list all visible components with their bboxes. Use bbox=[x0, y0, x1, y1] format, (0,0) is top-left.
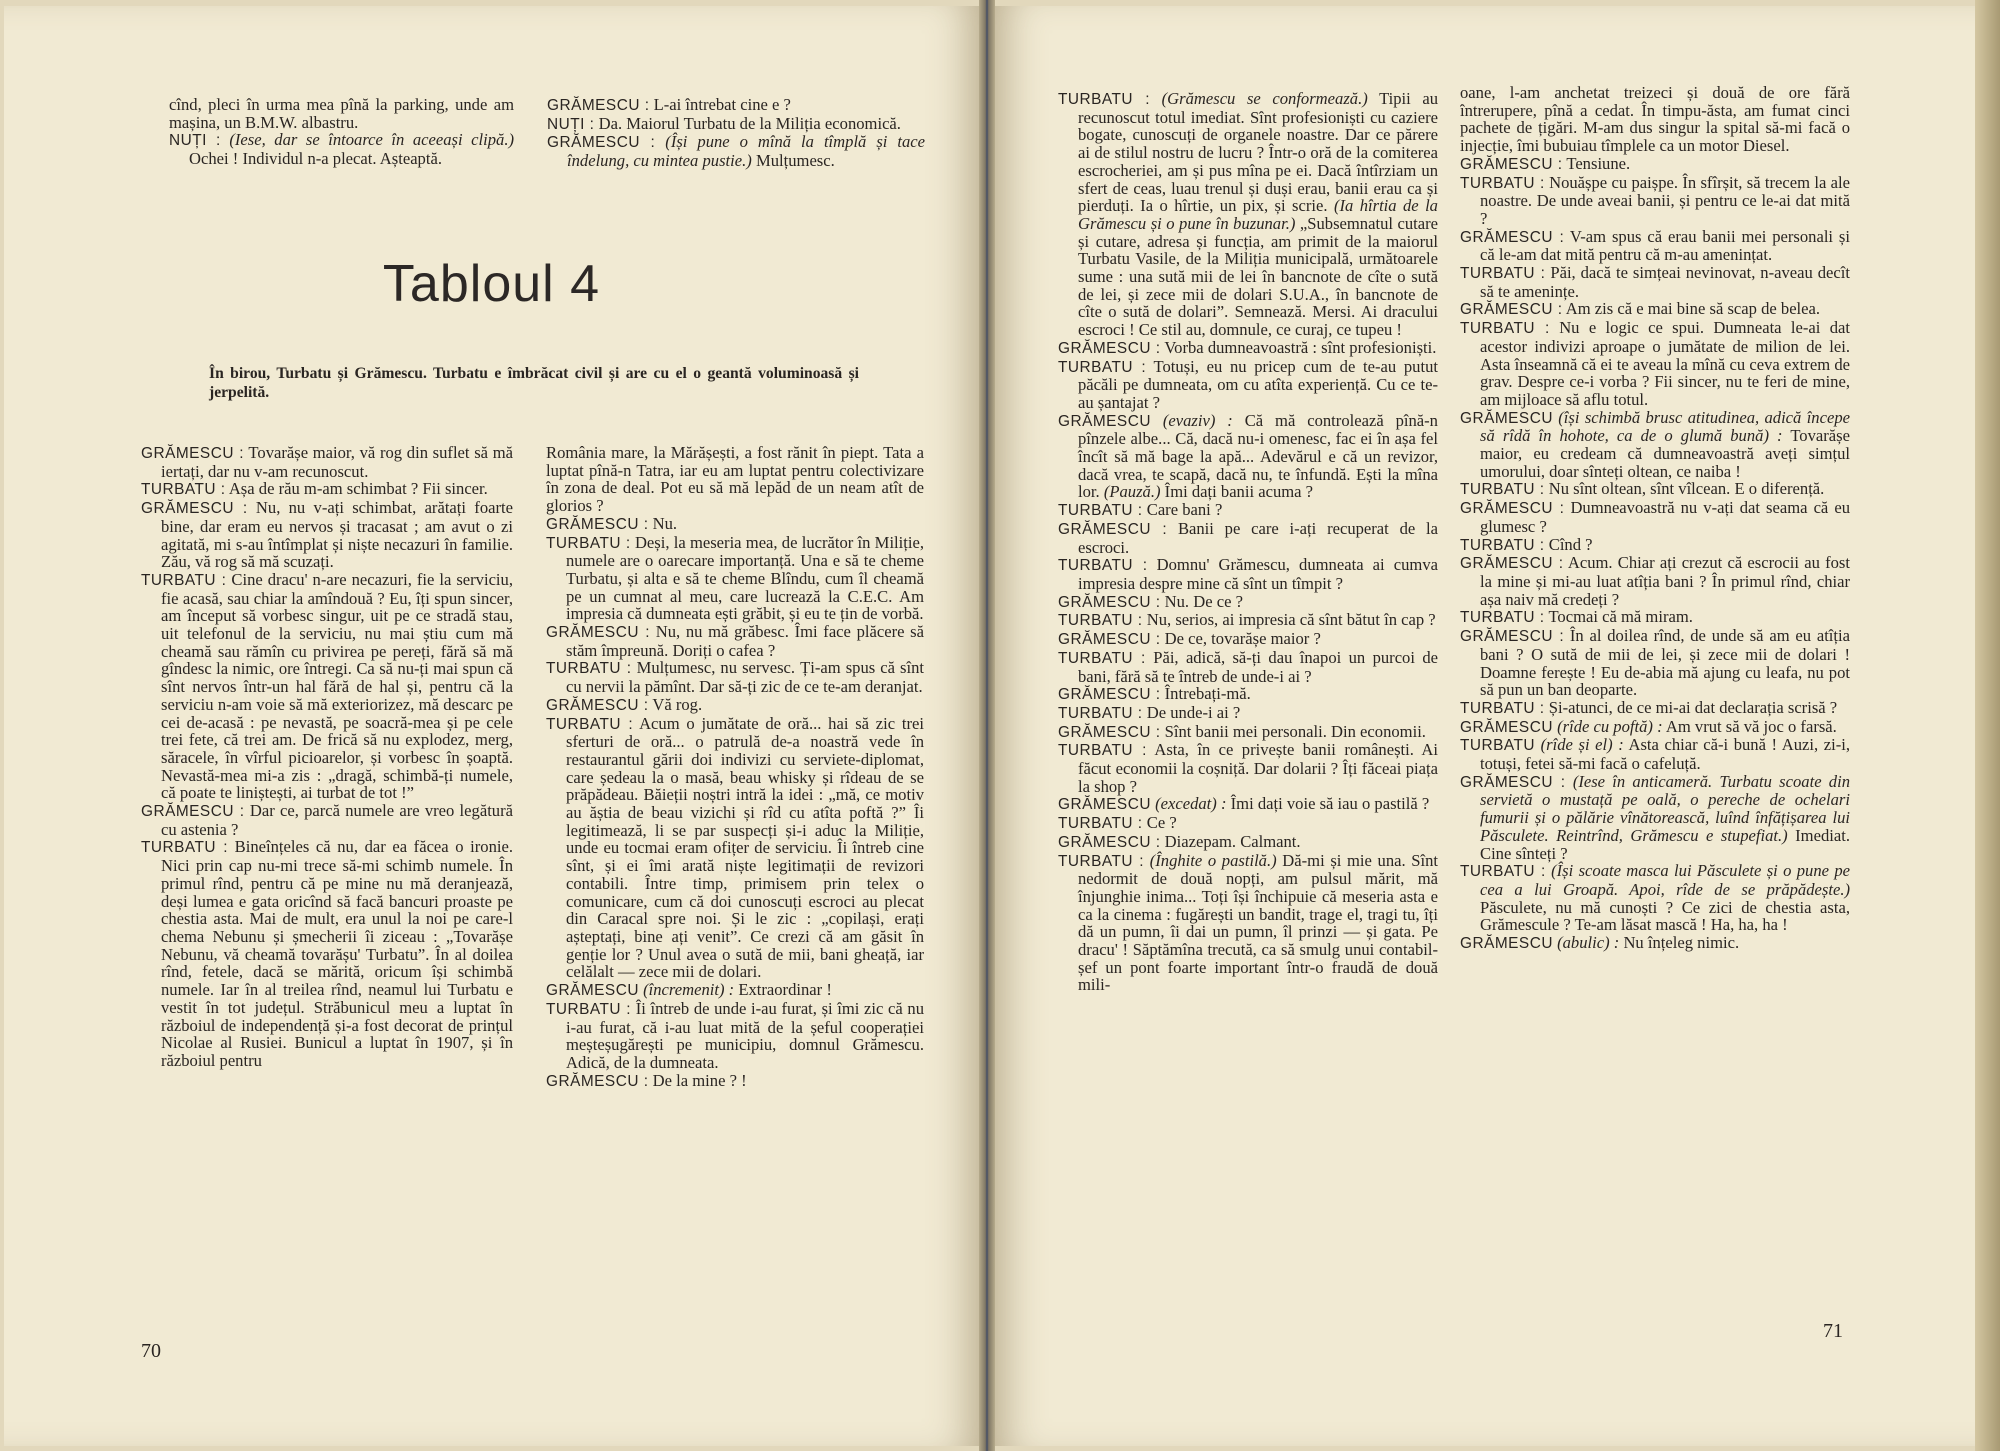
speaker-name: TURBATU bbox=[1460, 737, 1536, 755]
dialogue-paragraph bbox=[1058, 358, 1438, 412]
dialogue-text: Mulțumesc, nu servesc. Ți-am spus că sînt cu nervii la pămînt. Dar să-ți zic de ce te-am deranjat. bbox=[566, 658, 924, 697]
dialogue-paragraph bbox=[546, 696, 924, 715]
dialogue-text: Ce ? bbox=[1146, 813, 1177, 833]
dialogue-paragraph bbox=[1058, 685, 1438, 704]
dialogue-text: Mersi. Ai dracului escroci ! Ce stil au, domnule, ce curaj, ce tupeu ! bbox=[1078, 302, 1438, 340]
dialogue-text: De unde-i ai ? bbox=[1146, 702, 1241, 722]
dialogue-paragraph bbox=[1058, 649, 1438, 685]
speaker-name: TURBATU : bbox=[1058, 742, 1147, 760]
speaker-name: GRĂMESCU : bbox=[1460, 555, 1564, 573]
speaker-name: TURBATU : bbox=[1058, 557, 1148, 575]
speaker-name: TURBATU : bbox=[546, 715, 634, 733]
dialogue-text: Am zis că e mai bine să scap de belea. bbox=[1565, 299, 1821, 319]
right-page bbox=[995, 6, 1975, 1446]
dialogue-text: Domnu' Grămescu, dumneata ai cumva impresia despre mine că sînt un tîmpit ? bbox=[1078, 555, 1438, 593]
left-page bbox=[4, 6, 979, 1446]
right-column-1 bbox=[1058, 90, 1438, 1330]
speaker-name: TURBATU : bbox=[1460, 481, 1545, 499]
dialogue-text: Ochei ! bbox=[189, 149, 239, 168]
speaker-name: TURBATU : bbox=[1460, 536, 1545, 554]
dialogue-paragraph bbox=[547, 115, 925, 134]
dialogue-paragraph bbox=[1058, 412, 1438, 502]
dialogue-text: Nu, nu mă grăbesc. Îmi face plăcere să stăm împreună. Doriți o cafea ? bbox=[566, 622, 924, 660]
dialogue-text: Și-atunci, de ce mi-ai dat declarația scrisă ? bbox=[1548, 697, 1838, 717]
dialogue-paragraph bbox=[1460, 319, 1850, 409]
dialogue-paragraph bbox=[1460, 773, 1850, 863]
dialogue-text: Dar ce, parcă numele are vreo legătură cu astenia ? bbox=[161, 801, 513, 839]
dialogue-text: Cine sînteți ? bbox=[1480, 843, 1568, 863]
dialogue-paragraph bbox=[141, 838, 513, 1069]
speaker-name: TURBATU : bbox=[1460, 699, 1545, 717]
dialogue-text: cînd, pleci în urma mea pînă la parking, unde am mașina, un B.M.W. albastru. bbox=[169, 96, 514, 132]
dialogue-text: V-am spus că erau banii mei personali și că le-am dat mită pentru că m-au amenințat. bbox=[1480, 226, 1850, 265]
page-number-right: 71 bbox=[1823, 1320, 1843, 1342]
speaker-name: NUȚI : bbox=[169, 132, 221, 150]
speaker-name: TURBATU : bbox=[1058, 852, 1145, 870]
stage-direction: (Ia hîrtia de la Grămescu și o pune în buzunar.) bbox=[1078, 196, 1438, 233]
dialogue-text: Nouășpe cu paișpe. În sfîrșit, să trecem la ale noastre. De unde aveai banii, și pentru ce le-ai dat mită ? bbox=[1480, 172, 1850, 228]
dialogue-text: Nu înțeleg nimic. bbox=[1623, 933, 1740, 953]
dialogue-paragraph bbox=[141, 802, 513, 838]
stage-direction: (Grămescu se conformează.) bbox=[1161, 90, 1368, 108]
dialogue-text: Acum. Chiar ați crezut că escrocii au fost la mine și mi-au luat atîția bani ? În primul rînd, chiar așa naiv mă credeți ? bbox=[1480, 553, 1850, 609]
dialogue-text: Asta chiar că-i bună ! Auzi, zi-i, totuși, fetei să-mi facă o cafeluță. bbox=[1480, 735, 1850, 774]
dialogue-paragraph bbox=[1460, 934, 1850, 953]
dialogue-text: Nu. bbox=[652, 513, 678, 533]
speaker-name: GRĂMESCU : bbox=[1058, 520, 1168, 538]
dialogue-text: Nu. De ce ? bbox=[1164, 591, 1243, 611]
speaker-name: GRĂMESCU : bbox=[1058, 723, 1161, 741]
speaker-name: GRĂMESCU : bbox=[1460, 301, 1563, 319]
speaker-name: NUȚI : bbox=[547, 115, 595, 133]
speaker-name: GRĂMESCU : bbox=[1460, 500, 1565, 518]
dialogue-paragraph bbox=[1460, 84, 1850, 155]
left-column-1 bbox=[141, 444, 513, 1324]
dialogue-text: De ce, tovarășe maior ? bbox=[1164, 629, 1321, 649]
dialogue-paragraph bbox=[1058, 556, 1438, 592]
left-top-column-1 bbox=[169, 96, 514, 168]
dialogue-paragraph bbox=[546, 1000, 924, 1072]
speaker-name: GRĂMESCU : bbox=[1460, 628, 1565, 646]
speaker-name: GRĂMESCU : bbox=[141, 803, 245, 821]
dialogue-text: Care bani ? bbox=[1146, 500, 1223, 520]
dialogue-paragraph bbox=[1460, 736, 1850, 772]
dialogue-text: Păi, adică, să-ți dau înapoi un purcoi de bani, fără să te întreb de unde-i ai ? bbox=[1078, 647, 1438, 686]
dialogue-text: L-ai întrebat cine e ? bbox=[653, 96, 791, 114]
dialogue-text: Tocmai că mă miram. bbox=[1548, 607, 1693, 627]
speaker-name: TURBATU : bbox=[1460, 265, 1546, 283]
dialogue-paragraph bbox=[1460, 536, 1850, 555]
dialogue-text: Nu sînt oltean, sînt vîlcean. E o diferență. bbox=[1548, 479, 1825, 499]
speaker-name: GRĂMESCU : bbox=[546, 696, 649, 714]
dialogue-text: Asta, în ce privește banii românești. Ai făcut economii la coșniță. Dar dolarii ? Îți făceai piața la shop ? bbox=[1078, 740, 1438, 796]
dialogue-paragraph bbox=[1058, 833, 1438, 852]
dialogue-text: Dă-mi și mie una. bbox=[1282, 850, 1406, 870]
speaker-name: GRĂMESCU bbox=[1058, 796, 1151, 814]
speaker-name: GRĂMESCU : bbox=[547, 134, 656, 152]
speaker-name: TURBATU : bbox=[141, 571, 227, 589]
speaker-name: TURBATU : bbox=[1058, 358, 1147, 376]
right-column-2 bbox=[1460, 84, 1850, 1324]
dialogue-text: Cine dracu' n-are necazuri, fie la serviciu, fie acasă, sau chiar la amîndouă ? Eu, îți spun sincer, am început să vorbesc singur, uit pe ce stradă stau, uit telefonul de la serviciu, nu mai știu cum mă cheamă sau rămîn cu privirea pe pereți, fără să mă gîndesc la nimic, ore întregi. Ca să nu-ți mai spun că sînt nervos într-un hal fără de hal și, pentru că la serviciu n-am voie să mă exteriorizez, mă descarc pe cei de-acasă : pe nevastă, pe soacră-mea și pe cele trei fete, că trei am. De frică să nu explodez, merg, săracele, în vîrful picioarelor, și vorbesc în șoaptă. Nevastă-mea mi-a zis : „dragă, schimbă-ți numele, că poate te liniștești, ai turbat de tot !” bbox=[161, 569, 513, 803]
dialogue-text: Îi întreb de unde i-au furat, și îmi zic că nu i-au furat, că i-au luat mită de la șeful cooperației meșteșugărești pe municipiu, domnul Grămescu. Adică, de la dumneata. bbox=[566, 998, 924, 1072]
speaker-name: GRĂMESCU : bbox=[1058, 833, 1161, 851]
dialogue-paragraph bbox=[1058, 814, 1438, 833]
dialogue-text: Deși, la meseria mea, de lucrător în Miliție, numele are o oarecare importanță. Una e să te cheme Turbatu, și alta e să te cheme Blîndu, cum îl cheamă pe un cumnat al meu, care lucrează la C.E.C. Am impresia că dumneata ești grăbit, și eu te țin de vorbă. bbox=[566, 532, 924, 624]
stage-direction: (excedat) : bbox=[1155, 794, 1227, 814]
stage-direction: (rîde cu poftă) : bbox=[1557, 716, 1663, 736]
left-top-column-2 bbox=[547, 96, 925, 170]
speaker-name: GRĂMESCU bbox=[546, 982, 639, 1000]
dialogue-paragraph bbox=[1058, 593, 1438, 612]
book-gutter bbox=[979, 0, 995, 1451]
stage-direction: (Își pune o mînă la tîmplă și tace îndelung, cu mintea pustie.) bbox=[567, 132, 925, 170]
dialogue-text: Sînt nedormit de două nopți, am pulsul mărit, mă înjunghie inima... Toți își închipuie că meseria asta e ca la cinema : fugărești un bandit, trage el, tragi tu, îți dă un pumn, îi dai un pumn, îl prinzi — și gata. Pe dracu' ! Săptămîna trecută, ca să smulg unui contabil-șef un pont foarte important într-o fraudă de două mili- bbox=[1078, 850, 1438, 995]
dialogue-text: Tovarășe maior, vă rog din suflet să mă iertați, dar nu v-am recunoscut. bbox=[161, 444, 513, 481]
dialogue-text: Așa de rău m-am schimbat ? Fii sincer. bbox=[228, 479, 488, 499]
dialogue-text: Banii pe care i-ați recuperat de la escroci. bbox=[1078, 518, 1438, 557]
dialogue-text: Vă rog. bbox=[652, 694, 703, 714]
speaker-name: GRĂMESCU : bbox=[1460, 773, 1566, 791]
speaker-name: GRĂMESCU bbox=[1460, 935, 1553, 953]
dialogue-text: Nu, serios, ai impresia că sînt bătut în cap ? bbox=[1146, 610, 1436, 630]
dialogue-text: Totuși, eu nu pricep cum de te-au putut păcăli pe dumneata, om cu atîta experiență. Cu ce te-au șantajat ? bbox=[1078, 356, 1438, 412]
dialogue-paragraph bbox=[1058, 852, 1438, 995]
dialogue-text: Îmi dați voie să iau o pastilă ? bbox=[1230, 794, 1430, 814]
speaker-name: GRĂMESCU : bbox=[1460, 155, 1563, 173]
dialogue-text: Nu, nu v-ați schimbat, arătați foarte bine, dar eram eu nervos și tracasat ; am avut o zi agitată, mi s-au întîmplat și niște necazuri în familie. Zău, vă rog să mă scuzați. bbox=[161, 498, 513, 572]
dialogue-text: Păsculete, nu mă cunoști ? bbox=[1480, 897, 1674, 917]
speaker-name: TURBATU : bbox=[1058, 612, 1143, 630]
dialogue-paragraph bbox=[1058, 339, 1438, 358]
speaker-name: GRĂMESCU : bbox=[1460, 228, 1565, 246]
dialogue-paragraph bbox=[1460, 499, 1850, 535]
scene-direction: În birou, Turbatu și Grămescu. Turbatu e îmbrăcat civil și are cu el o geantă voluminoasă și jerpelită. bbox=[209, 365, 859, 401]
speaker-name: TURBATU : bbox=[1058, 91, 1151, 108]
dialogue-paragraph bbox=[141, 499, 513, 571]
dialogue-paragraph bbox=[1460, 480, 1850, 499]
dialogue-paragraph bbox=[546, 623, 924, 659]
dialogue-paragraph bbox=[546, 1072, 924, 1091]
dialogue-text: „Subsemnatul cutare și cutare, adresa și funcția, am primit de la maiorul Turbatu Vasile, de la Miliția municipală, următoarele sume : una sută mii de lei în bancnote de cîte o sută de lei, și zece mii de dolari S.U.A., în bancnote de cîte o sută de dolari”. Semnează. bbox=[1078, 213, 1438, 322]
dialogue-text: Am vrut să vă joc o farsă. bbox=[1665, 716, 1837, 736]
dialogue-text: România mare, la Mărășești, a fost rănit în piept. Tata a luptat pînă-n Tatra, iar eu am luptat pentru colectivizare în zona de deal. Pot eu să mă lepăd de un neam atît de glorios ? bbox=[546, 444, 924, 516]
stage-direction: (rîde și el) : bbox=[1540, 735, 1624, 755]
dialogue-text: Ce zici de chestia asta, Grămescule ? Te-am lăsat mască ! Ha, ha, ha ! bbox=[1480, 897, 1850, 935]
dialogue-text: oane, l-am anchetat treizeci și două de ore fără întrerupere, pînă a cedat. În timpu-ăsta, am fumat cinci pachete de țigări. M-am dus singur la spital să-mi facă o injecție, îmi bubuiau tîmplele ca un motor Diesel. bbox=[1460, 84, 1850, 156]
dialogue-paragraph bbox=[1460, 264, 1850, 300]
dialogue-text: Extraordinar ! bbox=[738, 980, 832, 1000]
dialogue-paragraph bbox=[547, 96, 925, 115]
speaker-name: TURBATU : bbox=[1460, 320, 1550, 338]
dialogue-paragraph bbox=[141, 444, 513, 480]
dialogue-paragraph bbox=[547, 133, 925, 169]
speaker-name: GRĂMESCU bbox=[1460, 409, 1553, 427]
dialogue-paragraph bbox=[1058, 704, 1438, 723]
stage-direction: (Pauză.) bbox=[1103, 482, 1161, 502]
speaker-name: TURBATU : bbox=[1058, 502, 1143, 520]
dialogue-paragraph bbox=[1460, 699, 1850, 718]
stage-direction: (Își scoate masca lui Păsculete și o pune pe cea a lui Groapă. Apoi, rîde de se prăpădește.) bbox=[1480, 861, 1850, 899]
dialogue-text: În al doilea rînd, de unde să am eu atîția bani ? O sută de mii de lei, și zece mii de dolari ! Doamne ferește ! Eu de-abia mă ajung cu leafa, nu pot să pun un ban deoparte. bbox=[1480, 626, 1850, 700]
dialogue-paragraph bbox=[546, 515, 924, 534]
speaker-name: GRĂMESCU bbox=[1058, 412, 1151, 430]
speaker-name: TURBATU : bbox=[1058, 649, 1146, 667]
dialogue-paragraph bbox=[1058, 90, 1438, 339]
stage-direction: (Iese, dar se întoarce în aceeași clipă.) bbox=[229, 130, 514, 150]
dialogue-text: Tensiune. bbox=[1566, 153, 1631, 173]
dialogue-text: Diazepam. Calmant. bbox=[1164, 831, 1301, 851]
dialogue-text: Nu e logic ce spui. Dumneata le-ai dat acestor indivizi aproape o jumătate de milion de lei. Asta înseamnă că ei te aveau la mînă cu ceva extrem de grav. Despre ce-i vorba ? Fii sincer, nu te feri de mine, am mijloace să aflu totul. bbox=[1480, 318, 1850, 409]
dialogue-paragraph bbox=[1058, 520, 1438, 556]
speaker-name: TURBATU : bbox=[141, 481, 226, 499]
speaker-name: GRĂMESCU : bbox=[141, 500, 248, 518]
speaker-name: GRĂMESCU : bbox=[1058, 631, 1161, 649]
dialogue-paragraph bbox=[169, 96, 514, 131]
dialogue-text: Mulțumesc. bbox=[755, 151, 835, 170]
speaker-name: GRĂMESCU : bbox=[547, 97, 650, 114]
speaker-name: GRĂMESCU : bbox=[546, 624, 651, 642]
dialogue-text: Sînt banii mei personali. Din economii. bbox=[1164, 721, 1426, 741]
speaker-name: TURBATU : bbox=[546, 534, 631, 552]
dialogue-paragraph bbox=[1460, 228, 1850, 264]
dialogue-text: Cînd ? bbox=[1548, 534, 1593, 554]
dialogue-paragraph bbox=[546, 659, 924, 695]
dialogue-paragraph bbox=[546, 444, 924, 515]
dialogue-paragraph bbox=[169, 131, 514, 167]
dialogue-paragraph bbox=[141, 571, 513, 802]
dialogue-paragraph bbox=[546, 534, 924, 624]
dialogue-text: Individul n-a plecat. Așteaptă. bbox=[242, 149, 442, 168]
dialogue-paragraph bbox=[1058, 611, 1438, 630]
page-edge bbox=[1975, 0, 2000, 1451]
stage-direction: (Iese în anticameră. Turbatu scoate din servietă o mustață pe oală, o pereche de ochelari fumurii și o pălărie vînătorească, luînd înfățișarea lui Păsculete. Reintrînd, Grămescu e stupefiat.) bbox=[1480, 771, 1850, 845]
dialogue-paragraph bbox=[1460, 627, 1850, 699]
dialogue-text: Imediat. bbox=[1795, 825, 1850, 845]
dialogue-text: Îmi dați banii acuma ? bbox=[1164, 482, 1314, 502]
speaker-name: TURBATU : bbox=[1460, 863, 1546, 881]
tableau-title: Tabloul 4 bbox=[382, 255, 601, 313]
dialogue-text: Acum o jumătate de oră... hai să zic trei sferturi de oră... o patrulă de-a noastră vede în restaurantul gării doi indivizi cu serviete-diplomat, care ședeau la o masă, beau whisky și rîdeau de se prăpădeau. Băieții noștri intră la idei : „mă, ce motiv au ăștia de beau vizichi și rîd cu atîta poftă ?” Îi legitimează, li se par suspecți și-i aduc la Miliție, unde eu tocmai eram ofițer de serviciu. Îi întreb cine sînt, și ei îmi arată niște legitimații de revizori contabili. Între timp, primisem prin telex o comunicare, cum că doi cunoscuți escroci au plecat din Caracal spre noi. Și le zic : „copilași, erați așteptați, bine ați venit”. Ce crezi că am găsit în genție lor ? Unul avea o sută de mii, bani gheață, iar celălalt — zece mii de dolari. bbox=[566, 713, 924, 982]
speaker-name: GRĂMESCU bbox=[1460, 718, 1553, 736]
dialogue-paragraph bbox=[546, 981, 924, 1000]
speaker-name: GRĂMESCU : bbox=[546, 1072, 649, 1090]
speaker-name: TURBATU : bbox=[1058, 815, 1143, 833]
dialogue-paragraph bbox=[1460, 155, 1850, 174]
dialogue-paragraph bbox=[1460, 174, 1850, 228]
speaker-name: TURBATU : bbox=[1460, 174, 1545, 192]
speaker-name: GRĂMESCU : bbox=[1058, 339, 1161, 357]
dialogue-paragraph bbox=[1058, 795, 1438, 814]
speaker-name: TURBATU : bbox=[546, 1000, 632, 1018]
dialogue-text: Tipii au recunoscut totul imediat. Sînt profesioniști cu caziere bogate, cunoscuți de organele noastre. Dar ce părere ai de stilul nostru de lucru ? Într-o oră de la comiterea escrocheriei, am și pus mîna pe ei. Dacă întîrziam un sfert de ceas, luau trenul și duși erau, banii erau ca și pierduți. Ia o hîrtie, un pix, și scrie. bbox=[1078, 90, 1438, 216]
dialogue-paragraph bbox=[1460, 300, 1850, 319]
speaker-name: GRĂMESCU : bbox=[141, 445, 245, 462]
speaker-name: GRĂMESCU : bbox=[1058, 686, 1161, 704]
dialogue-text: Tovarășe maior, eu credeam că dumneavoastră aveți simțul umorului, doar sînteți oltean, ce naiba ! bbox=[1480, 426, 1850, 481]
stage-direction: (evaziv) : bbox=[1162, 410, 1233, 430]
dialogue-text: Vorba dumneavoastră : sînt profesioniști. bbox=[1164, 337, 1437, 357]
stage-direction: (abulic) : bbox=[1557, 933, 1620, 953]
dialogue-paragraph bbox=[1058, 723, 1438, 742]
dialogue-paragraph bbox=[546, 715, 924, 982]
speaker-name: GRĂMESCU : bbox=[1058, 593, 1161, 611]
speaker-name: GRĂMESCU : bbox=[546, 515, 649, 533]
dialogue-text: Păi, dacă te simțeai nevinovat, n-aveau decît să te amenințe. bbox=[1480, 263, 1850, 301]
stage-direction: (Înghite o pastilă.) bbox=[1149, 850, 1277, 870]
speaker-name: TURBATU : bbox=[1460, 609, 1545, 627]
dialogue-paragraph bbox=[1460, 554, 1850, 608]
stage-direction: (încremenit) : bbox=[643, 980, 735, 1000]
dialogue-paragraph bbox=[1460, 718, 1850, 737]
speaker-name: TURBATU : bbox=[546, 660, 632, 678]
dialogue-text: Da. Maiorul Turbatu de la Miliția economică. bbox=[598, 113, 901, 133]
dialogue-paragraph bbox=[1058, 630, 1438, 649]
dialogue-paragraph bbox=[1058, 741, 1438, 795]
speaker-name: TURBATU : bbox=[141, 839, 229, 857]
left-column-2 bbox=[546, 444, 924, 1324]
dialogue-text: Că mă controlează pînă-n pînzele albe... Că, dacă nu-i omenesc, fac ei în așa fel încît să mă bage la apă... Adevărul e că un revizor, dacă vrea, te scapă, dacă nu, te înfundă. Ești la mîna lor. bbox=[1078, 410, 1438, 502]
dialogue-paragraph bbox=[1460, 862, 1850, 934]
stage-direction: (își schimbă brusc atitudinea, adică începe să rîdă în hohote, ca de o glumă bună) : bbox=[1480, 407, 1850, 446]
dialogue-text: Bineînțeles că nu, dar ea făcea o ironie. Nici prin cap nu-mi trece să-mi schimb numele. În primul rînd, pentru că pe mine nu mă deranjează, deși lumea e gata oricînd să facă bancuri proaste pe chestia asta. Mai de mult, era unul la noi pe care-l chema Nebunu și șmecherii îi ziceau : „Tovarășe Nebunu, vă cheamă tovarășu' Turbatu”. În al doilea rînd, fetele, dacă se mărită, oricum își schimbă numele. Iar în al treilea rînd, neamul lui Turbatu e vestit în tot județul. Străbunicul meu a luptat în războiul de independență și-a fost decorat de prințul Nicolae al Rusiei. Bunicul a luptat în 1907, și în războiul pentru bbox=[161, 837, 513, 1070]
speaker-name: TURBATU : bbox=[1058, 704, 1143, 722]
dialogue-text: Dumneavoastră nu v-ați dat seama că eu glumesc ? bbox=[1480, 498, 1850, 536]
dialogue-text: Întrebați-mă. bbox=[1164, 684, 1251, 704]
dialogue-paragraph bbox=[1460, 608, 1850, 627]
page-number-left: 70 bbox=[141, 1340, 161, 1362]
dialogue-paragraph bbox=[141, 480, 513, 499]
dialogue-text: De la mine ? ! bbox=[652, 1070, 747, 1090]
dialogue-paragraph bbox=[1058, 501, 1438, 520]
dialogue-paragraph bbox=[1460, 409, 1850, 481]
